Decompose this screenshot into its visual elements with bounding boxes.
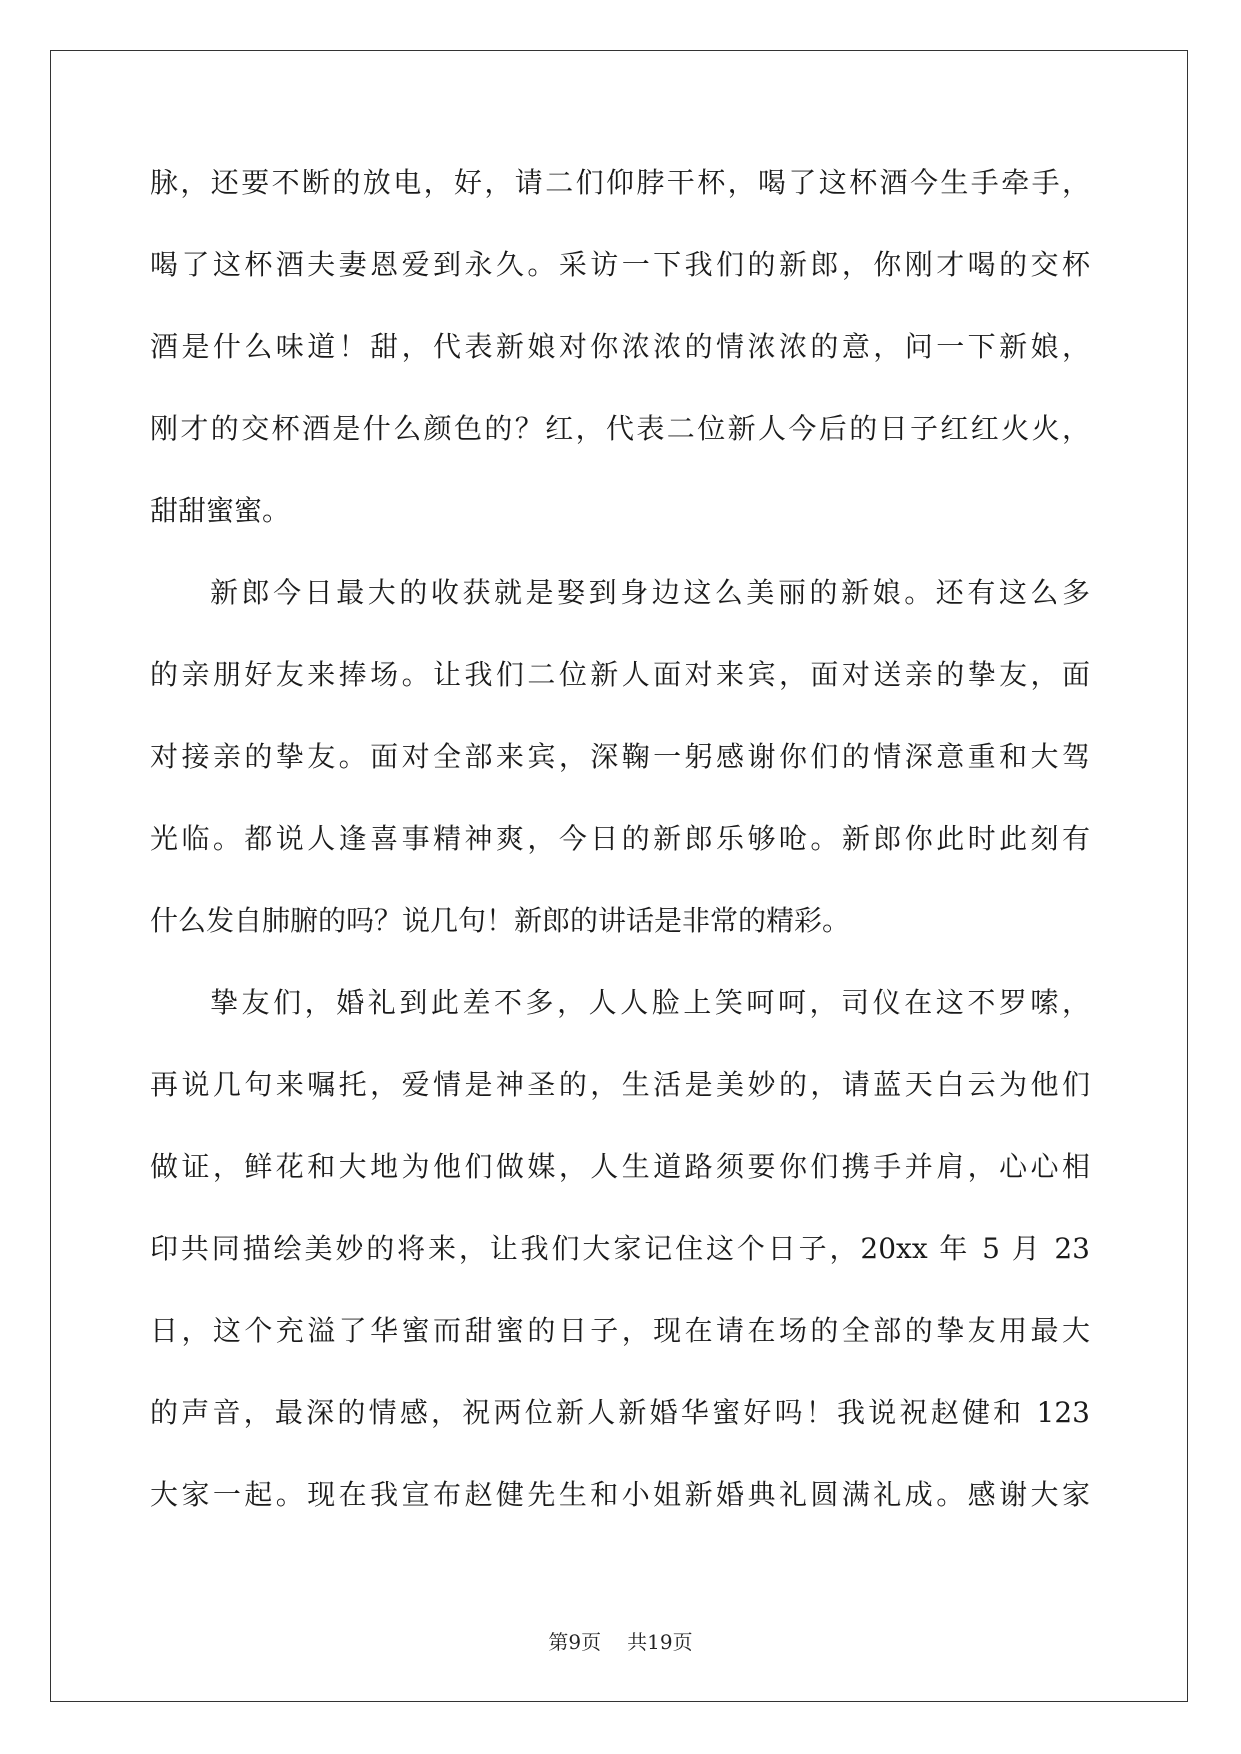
paragraph-line: 什么发自肺腑的吗？说几句！新郎的讲话是非常的精彩。	[150, 904, 851, 937]
document-body	[150, 158, 1090, 1552]
paragraph-line: 对接亲的挚友。面对全部来宾，深鞠一躬感谢你们的情深意重和大驾	[150, 740, 1090, 773]
paragraph-line: 喝了这杯酒夫妻恩爱到永久。采访一下我们的新郎，你刚才喝的交杯	[150, 248, 1090, 281]
page-number: 第9页	[548, 1630, 602, 1654]
page-total: 共19页	[627, 1630, 693, 1654]
paragraph-line: 的声音，最深的情感，祝两位新人新婚华蜜好吗！我说祝赵健和 123	[150, 1396, 1090, 1429]
paragraph-line: 大家一起。现在我宣布赵健先生和小姐新婚典礼圆满礼成。感谢大家	[150, 1478, 1090, 1511]
paragraph-line: 印共同描绘美妙的将来，让我们大家记住这个日子，20xx 年 5 月 23	[150, 1232, 1090, 1265]
paragraph-line: 新郎今日最大的收获就是娶到身边这么美丽的新娘。还有这么多	[210, 576, 1090, 609]
paragraph-line: 脉，还要不断的放电，好，请二们仰脖干杯，喝了这杯酒今生手牵手，	[150, 166, 1090, 199]
paragraph-line: 挚友们，婚礼到此差不多，人人脸上笑呵呵，司仪在这不罗嗦，	[210, 986, 1090, 1019]
paragraph-line: 日，这个充溢了华蜜而甜蜜的日子，现在请在场的全部的挚友用最大	[150, 1314, 1090, 1347]
paragraph-line: 做证，鲜花和大地为他们做媒，人生道路须要你们携手并肩，心心相	[150, 1150, 1090, 1183]
paragraph-line: 刚才的交杯酒是什么颜色的？红，代表二位新人今后的日子红红火火，	[150, 412, 1090, 445]
paragraph-line: 酒是什么味道！甜，代表新娘对你浓浓的情浓浓的意，问一下新娘，	[150, 330, 1090, 363]
paragraph-line: 再说几句来嘱托，爱情是神圣的，生活是美妙的，请蓝天白云为他们	[150, 1068, 1090, 1101]
paragraph-line: 甜甜蜜蜜。	[150, 494, 291, 527]
paragraph-line: 的亲朋好友来捧场。让我们二位新人面对来宾，面对送亲的挚友，面	[150, 658, 1090, 691]
page-footer	[0, 1626, 1241, 1655]
paragraph-line: 光临。都说人逢喜事精神爽，今日的新郎乐够呛。新郎你此时此刻有	[150, 822, 1090, 855]
